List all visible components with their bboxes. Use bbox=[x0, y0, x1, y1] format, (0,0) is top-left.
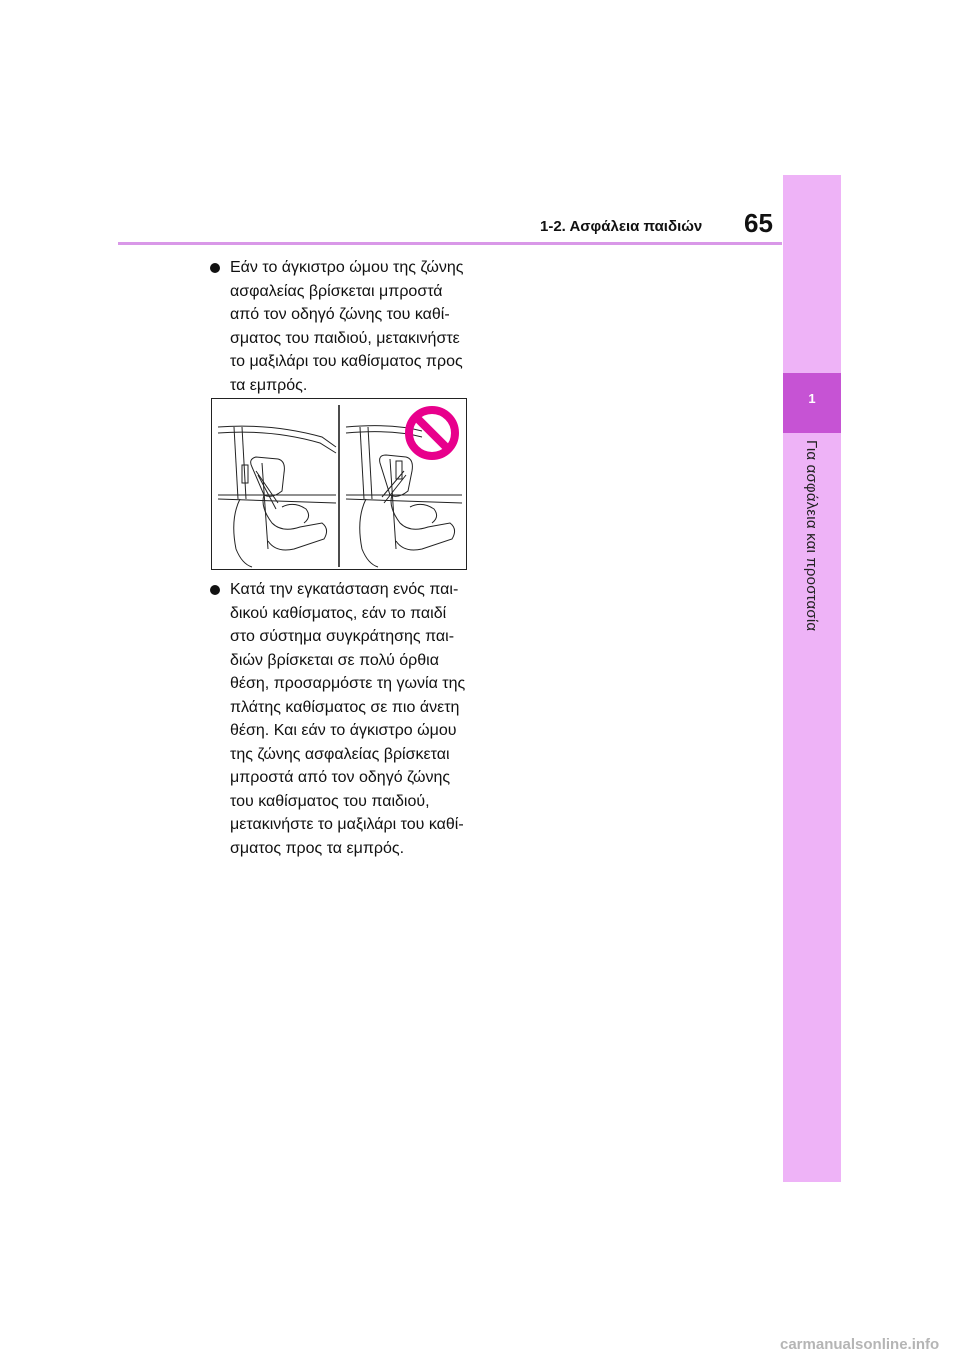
child-seat-illustration bbox=[211, 398, 467, 570]
chapter-side-tab bbox=[783, 175, 841, 1182]
bullet-text: Κατά την εγκατάσταση ενός παι- δικού καθίσματος, εάν το παιδί στο σύστημα συγκράτησης παι- διών βρίσκεται σε πολύ όρθια θέση, προσαρμόστε τη γωνία της πλάτης καθίσματος σε πιο άνετη θέση. Και εάν το άγκιστρο ώμου της ζώνης ασφαλείας βρίσκεται μπροστά από τον οδηγό ζώνης του καθίσματος του παιδιού, μετακινήστε το μαξιλάρι του καθί- σματος προς τα εμπρός. bbox=[230, 581, 466, 857]
chapter-number: 1 bbox=[808, 391, 816, 406]
bullet-dot-icon bbox=[210, 585, 220, 595]
bullet-item bbox=[210, 256, 472, 397]
illustration-svg bbox=[212, 399, 466, 569]
section-title: 1-2. Ασφάλεια παιδιών bbox=[540, 218, 703, 235]
prohibition-icon bbox=[409, 410, 455, 456]
left-panel-correct bbox=[218, 426, 336, 567]
chapter-title: Για ασφάλεια και προστασία bbox=[803, 440, 820, 632]
footer-watermark[interactable]: carmanualsonline.info bbox=[780, 1336, 940, 1353]
bullet-text: Εάν το άγκιστρο ώμου της ζώνης ασφαλείας βρίσκεται μπροστά από τον οδηγό ζώνης του καθί- σματος του παιδιού, μετακινήστε το μαξιλάρι του καθίσματος προς τα εμπρός. bbox=[230, 259, 464, 394]
bullet-item bbox=[210, 578, 472, 860]
bullet-dot-icon bbox=[210, 263, 220, 273]
header-rule bbox=[118, 242, 782, 245]
page-number: 65 bbox=[744, 208, 773, 238]
